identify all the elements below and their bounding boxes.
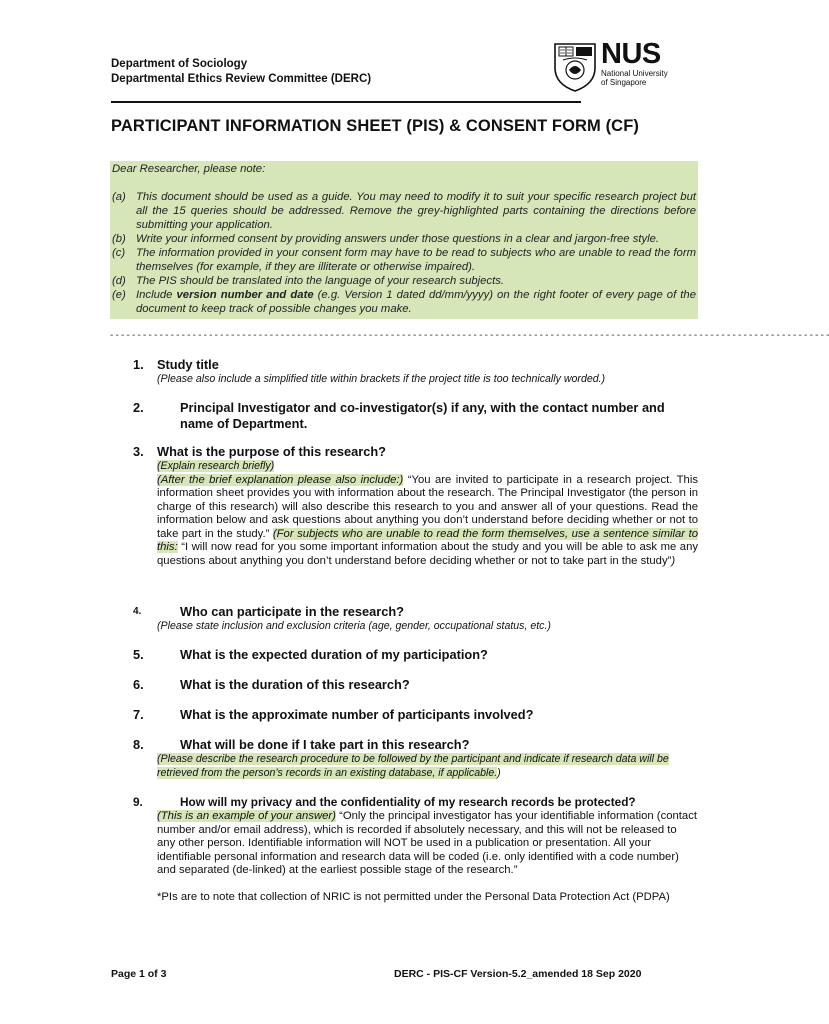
question-title: What is the expected duration of my participation? <box>180 647 488 662</box>
question-title: What will be done if I take part in this research? <box>180 737 470 752</box>
question-9: 9. How will my privacy and the confidentiality of my research records be protected? (This is an example of your answer) “Only the principal investigator has your identifiable information (contact number and/or email address), which is recorded if absolutely necessary, and this will not be released to any other person. Identifiable information will NOT be used in a publication or presentation. All your identifiable personal information and research data will be coded (i.e. only identified with a code number) and separated (de-linked) at the earliest possible stage of the research.” *PIs are to note that collection of NRIC is not permitted under the Personal Data Protection Act (PDPA) <box>133 795 697 903</box>
section-separator: - - - - - - - - - - - - - - - - - - - - - - - - - - - - - - - - - - - - - - - - - - - - - - - - - - - - - - - - - - - - - - - - - - - - - - - - - - - - - - - - - - - - - - - - - - - - - - - - - - - - - - - - - - - - - - - - - - - - - - - - - - - - - - - - - - - <box>110 330 829 341</box>
department-name: Department of Sociology <box>111 58 248 70</box>
question-title: Study title <box>157 357 219 372</box>
researcher-note-box <box>110 161 698 319</box>
note-intro: Dear Researcher, please note: <box>112 163 266 175</box>
question-3: 3. What is the purpose of this research? (Explain research briefly) (After the brief explanation please also include:) “You are invited to participate in a research project. This information sheet provides you with information about the research. The Principal Investigator (the person in charge of this research) will also describe this research to you and answer all of your questions. Read the information below and ask questions about anything you don’t understand before deciding whether or not to take part in the study.” (For subjects who are unable to read the form themselves, use a sentence similar to this: “I will now read for you some important information about the study and you will be able to ask me any questions about anything you don’t understand before deciding whether or not to take part in the study”) <box>133 444 698 567</box>
logo-subtitle <box>601 69 668 87</box>
question-title: What is the approximate number of participants involved? <box>180 707 534 722</box>
question-note: (Please state inclusion and exclusion criteria (age, gender, occupational status, etc.) <box>157 620 551 632</box>
question-title: Principal Investigator and co-investigator(s) if any, with the contact number and name of Department. <box>180 400 665 431</box>
note-item: (a) This document should be used as a guide. You may need to modify it to suit your specific research project but all the 15 queries should be addressed. Remove the grey-highlighted parts containing the directions before submitting your application. <box>112 191 696 231</box>
header-divider <box>111 101 581 103</box>
pdpa-note: *PIs are to note that collection of NRIC is not permitted under the Personal Data Protection Act (PDPA) <box>157 890 670 903</box>
question-6: 6. What is the duration of this research? <box>133 677 410 692</box>
question-5: 5. What is the expected duration of my participation? <box>133 647 488 662</box>
question-1: 1. Study title (Please also include a simplified title within brackets if the project title is too technically worded.) <box>133 357 698 387</box>
question-note: (Explain research briefly) <box>157 460 275 472</box>
note-item: (b) Write your informed consent by providing answers under those questions in a clear and jargon-free style. <box>112 233 660 245</box>
logo-wordmark: NUS <box>601 38 661 70</box>
question-2: 2. Principal Investigator and co-investigator(s) if any, with the contact number and name of Department. <box>133 400 698 432</box>
version-footer: DERC - PIS-CF Version-5.2_amended 18 Sep 2020 <box>394 968 642 980</box>
question-note: (Please also include a simplified title within brackets if the project title is too technically worded.) <box>157 373 606 385</box>
document-title: PARTICIPANT INFORMATION SHEET (PIS) & CONSENT FORM (CF) <box>111 117 639 135</box>
note-item: (e) Include version number and date (e.g. Version 1 dated dd/mm/yyyy) on the right footer of every page of the document to keep track of possible changes you make. <box>112 289 696 315</box>
question-title: What is the purpose of this research? <box>157 444 386 459</box>
department-header <box>111 57 371 87</box>
question-8: 8. What will be done if I take part in this research? (Please describe the research procedure to be followed by the participant and indicate if research data will be retrieved from the person’s records in an existing database, if applicable.) <box>133 737 669 779</box>
committee-name: Departmental Ethics Review Committee (DERC) <box>111 73 372 85</box>
page-number: Page 1 of 3 <box>111 968 167 980</box>
logo-sub-line2: of Singapore <box>601 78 647 87</box>
question-title: What is the duration of this research? <box>180 677 410 692</box>
nus-logo <box>553 40 678 92</box>
question-note: (Please describe the research procedure to be followed by the participant and indicate if research data will be retrieved from the person’s records in an existing database, if applicable. <box>157 753 669 779</box>
question-answer: (This is an example of your answer) “Only the principal investigator has your identifiable information (contact number and/or email address), which is recorded if absolutely necessary, and this will not be released to any other person. Identifiable information will NOT be used in a publication or presentation. All your identifiable personal information and research data will be coded (i.e. only identified with a code number) and separated (de-linked) at the earliest possible stage of the research.” <box>157 810 697 876</box>
question-answer: (After the brief explanation please also include:) “You are invited to participate in a research project. This information sheet provides you with information about the research. The Principal Investigator (the person in charge of this research) will also describe this research to you and answer all of your questions. Read the information below and ask questions about anything you don’t understand before deciding whether or not to take part in the study.” (For subjects who are unable to read the form themselves, use a sentence similar to this: “I will now read for you some important information about the study and you will be able to ask me any questions about anything you don’t understand before deciding whether or not to take part in the study”) <box>157 473 698 567</box>
question-title: How will my privacy and the confidentiality of my research records be protected? <box>180 795 636 809</box>
question-7: 7. What is the approximate number of participants involved? <box>133 707 534 722</box>
version-emphasis: version number and date <box>176 289 314 301</box>
note-item: (d) The PIS should be translated into the language of your research subjects. <box>112 275 505 287</box>
note-item: (c) The information provided in your consent form may have to be read to subjects who are unable to read the form themselves (for example, if they are illiterate or otherwise impaired). <box>112 247 696 273</box>
question-4: 4. Who can participate in the research? (Please state inclusion and exclusion criteria (age, gender, occupational status, etc.) <box>133 604 698 634</box>
question-title: Who can participate in the research? <box>180 604 405 619</box>
logo-sub-line1: National University <box>601 69 668 78</box>
